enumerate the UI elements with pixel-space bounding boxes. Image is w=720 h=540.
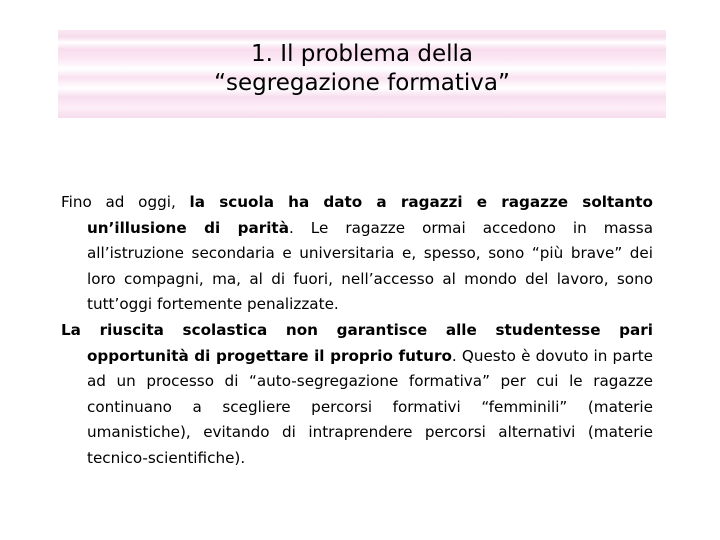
title-banner bbox=[58, 30, 666, 118]
paragraph-riuscita-scolastica bbox=[61, 318, 653, 472]
paragraph-bold-statement: La riuscita scolastica non garantisce alle studentesse pari opportunità di progettare il proprio futuro bbox=[61, 320, 653, 365]
slide-title-line-2: “segregazione formativa” bbox=[214, 70, 510, 96]
paragraph-body: . Le ragazze ormai accedono in massa all’istruzione secondaria e universitaria e, spesso, sono “più brave” dei loro compagni, ma, al di fuori, nell’accesso al mondo del lavoro, sono tutt’oggi fortemente penalizzate. bbox=[87, 218, 653, 314]
slide-body bbox=[61, 190, 653, 472]
paragraph-bold-statement: la scuola ha dato a ragazzi e ragazze soltanto un’illusione di parità bbox=[87, 193, 653, 237]
slide-title-line-1: 1. Il problema della bbox=[251, 41, 473, 67]
paragraph-lead: Fino ad oggi, bbox=[61, 193, 190, 211]
paragraph-body: . Questo è dovuto in parte ad un processo di “auto-segregazione formativa” per cui le ragazze continuano a scegliere percorsi formativi “femminili” (materie umanistiche), evitando di intraprendere percorsi alternativi (materie tecnico-scientifiche). bbox=[87, 346, 653, 467]
paragraph-illusione-parita bbox=[61, 190, 653, 318]
